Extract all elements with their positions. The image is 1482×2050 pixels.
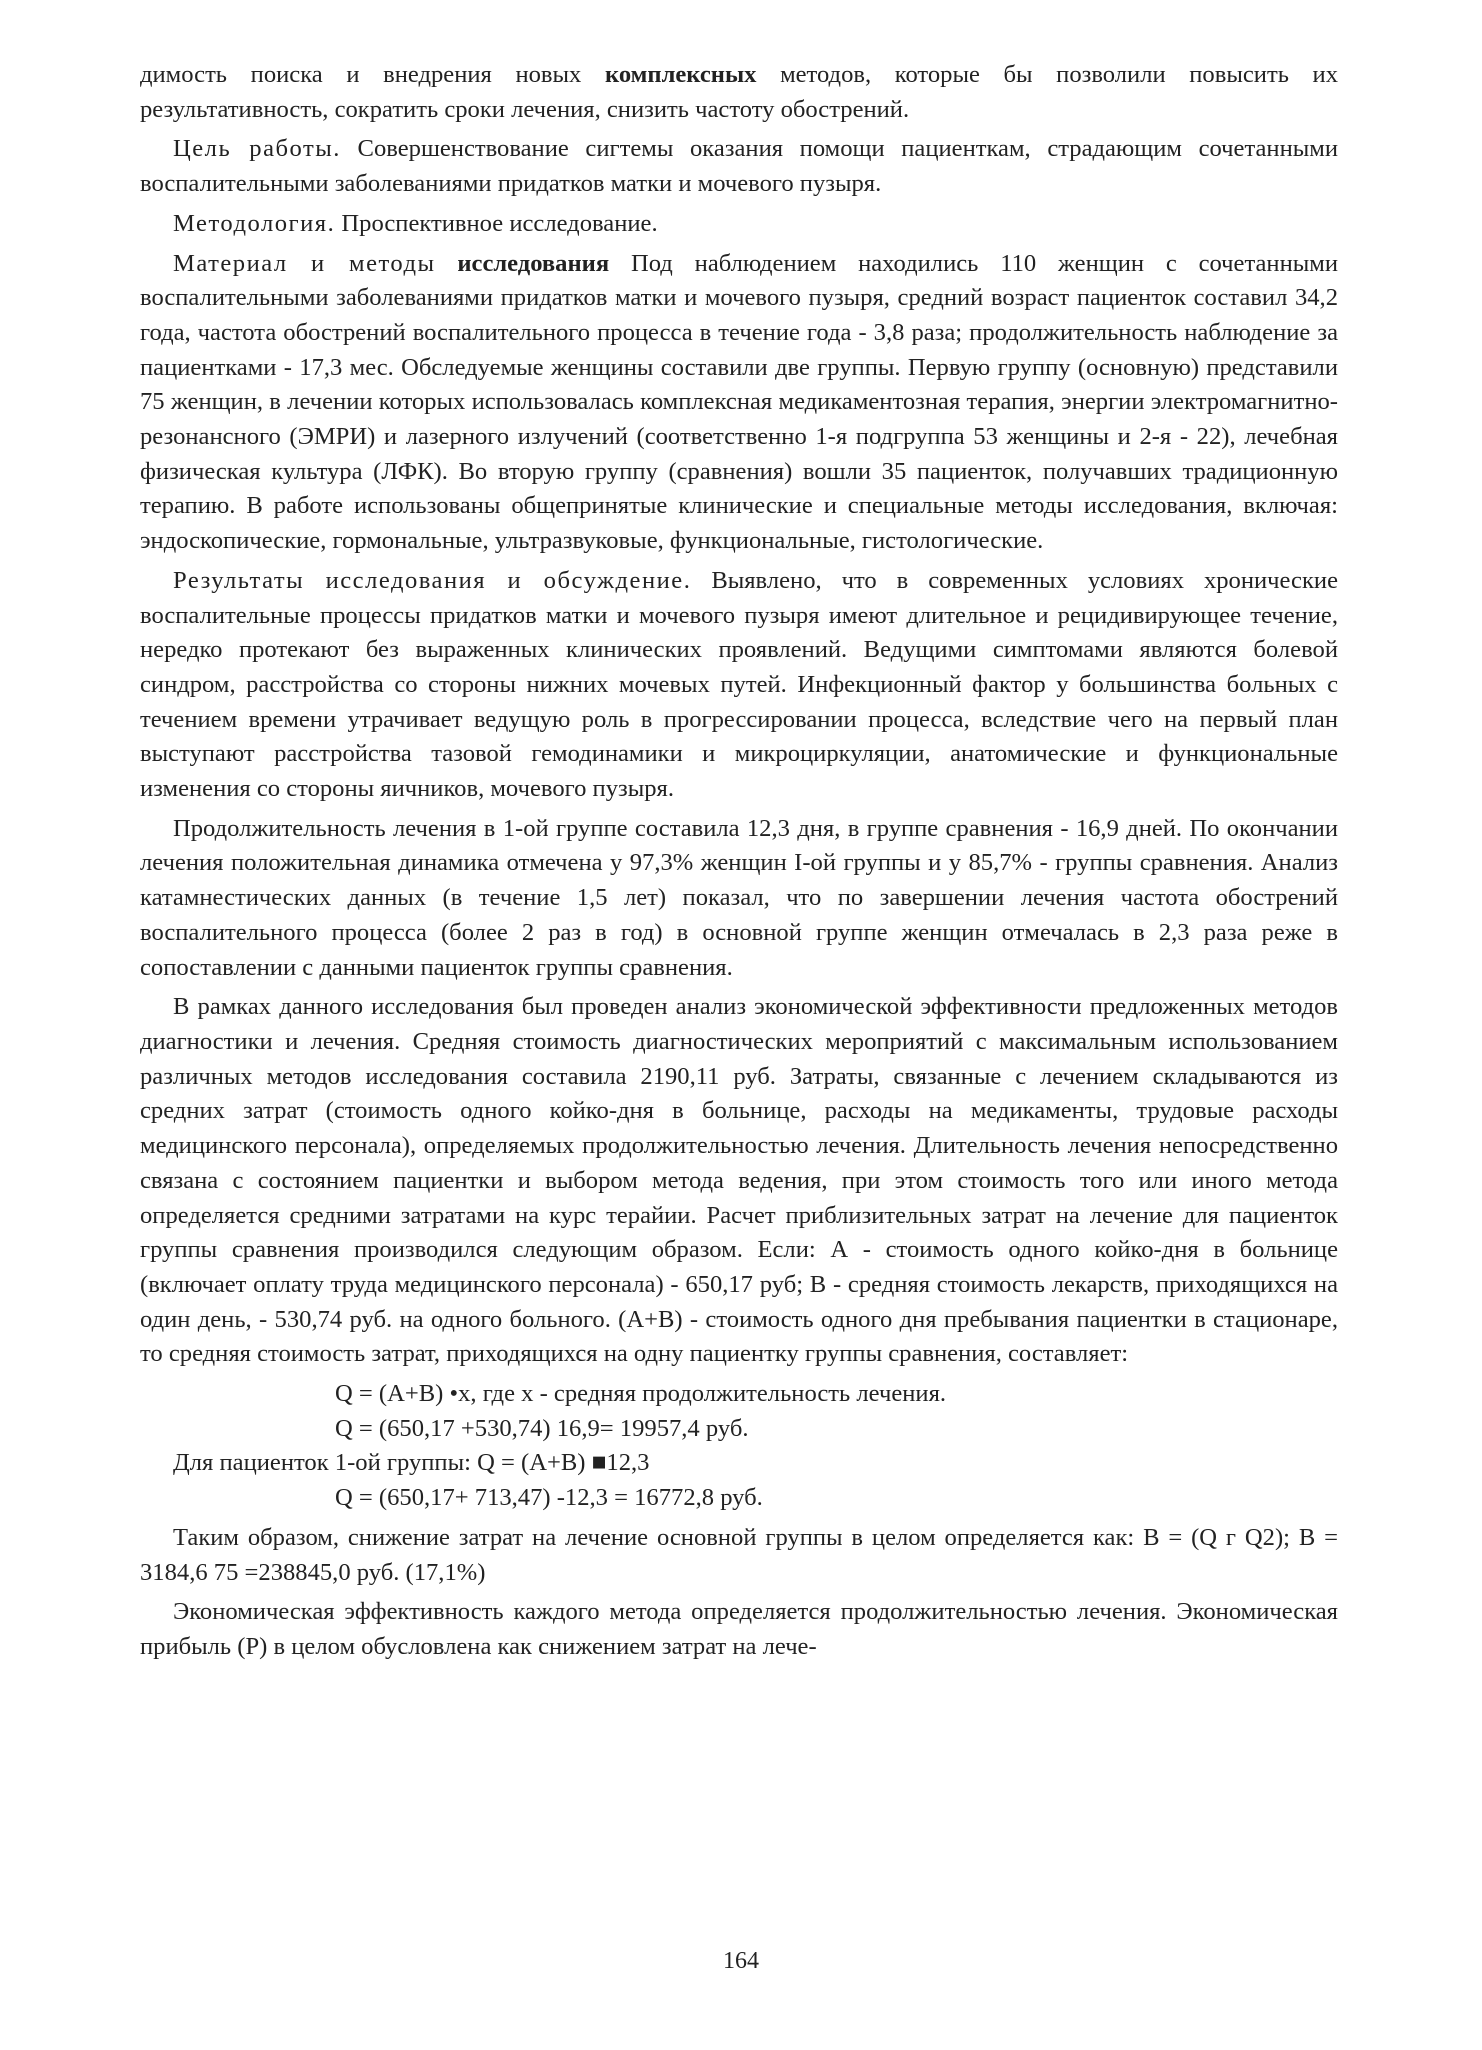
paragraph-goal: Цель работы. Совершенствование сигтемы оказания помощи пациенткам, страдающим сочетанными воспалительными заболеваниями придатков матки и мочевого пузыря. xyxy=(140,135,1338,198)
paragraph-results: Результаты исследования и обсуждение. Выявлено, что в современных условиях хронические воспалительные процессы придатков матки и мочевого пузыря имеют длительное и рецидивирующее течение, нередко протекают без выраженных клинических проявлений. Ведущими симптомами являются болевой синдром, расстройства со стороны нижних мочевых путей. Инфекционный фактор у большинства больных с течением времени утрачивает ведущую роль в прогрессировании процесса, вследствие чего на первый план выступают расстройства тазовой гемодинамики и микроциркуляции, анатомические и функциональные изменения со стороны яичников, мочевого пузыря. xyxy=(140,566,1338,803)
formula-4: Q = (650,17+ 713,47) -12,3 = 16772,8 руб. xyxy=(335,1484,763,1512)
page-number: 164 xyxy=(723,1948,759,1974)
paragraph-intro: димость поиска и внедрения новых комплексных методов, которые бы позволили повысить их результативность, сократить сроки лечения, снизить частоту обострений. xyxy=(140,61,1338,123)
paragraph-methodology: Методология. Проспективное исследование. xyxy=(173,209,658,237)
paragraph-materials: Материал и методы исследования Под наблюдением находились 110 женщин с сочетанными воспалительными заболеваниями придатков матки и мочевого пузыря, средний возраст пациенток составил 34,2 года, частота обострений воспалительного процесса в течение года - 3,8 раза; продолжительность наблюдение за пациентками - 17,3 мес. Обследуемые женщины составили две группы. Первую группу (основную) представили 75 женщин, в лечении которых использовалась комплексная медикаментозная терапия, энергии электромагнитно-резонансного (ЭМРИ) и лазерного излучений (соответственно 1-я подгруппа 53 женщины и 2-я - 22), лечебная физическая культура (ЛФК). Во вторую группу (сравнения) вошли 35 пациенток, получавших традиционную терапию. В работе использованы общепринятые клинические и специальные методы исследования, включая: эндоскопические, гормональные, ультразвуковые, функциональные, гистологические. xyxy=(140,249,1338,555)
paragraph-savings: Таким образом, снижение затрат на лечение основной группы в целом определяется как: В = (Q г Q2); В = 3184,6 75 =238845,0 руб. (17,1%) xyxy=(140,1523,1338,1586)
formula-3: Для пациенток 1-ой группы: Q = (А+В) ■12,3 xyxy=(173,1449,650,1477)
paragraph-economics: В рамках данного исследования был проведен анализ экономической эффективности предложенных методов диагностики и лечения. Средняя стоимость диагностических мероприятий с максимальным использованием различных методов исследования составила 2190,11 руб. Затраты, связанные с лечением складываются из средних затрат (стоимость одного койко-дня в больнице, расходы на медикаменты, трудовые расходы медицинского персонала), определяемых продолжительностью лечения. Длительность лечения непосредственно связана с состоянием пациентки и выбором метода ведения, при этом стоимость того или иного метода определяется средними затратами на курс терайии. Расчет приблизительных затрат на лечение для пациенток группы сравнения производился следующим образом. Если: А - стоимость одного койко-дня в больнице (включает оплату труда медицинского персонала) - 650,17 руб; В - средняя стоимость лекарств, приходящихся на один день, - 530,74 руб. на одного больного. (А+В) - стоимость одного дня пребывания пациентки в стационаре, то средняя стоимость затрат, приходящихся на одну пациентку группы сравнения, составляет: xyxy=(140,993,1338,1368)
paragraph-duration: Продолжительность лечения в 1-ой группе составила 12,3 дня, в группе сравнения - 16,9 дней. По окончании лечения положительная динамика отмечена у 97,3% женщин I-ой группы и у 85,7% - группы сравнения. Анализ катамнестических данных (в течение 1,5 лет) показал, что по завершении лечения частота обострений воспалительного процесса (более 2 раз в год) в основной группе женщин отмечалась в 2,3 раза реже в сопоставлении с данными пациенток группы сравнения. xyxy=(140,814,1338,981)
formula-2: Q = (650,17 +530,74) 16,9= 19957,4 руб. xyxy=(335,1414,749,1442)
paragraph-efficiency: Экономическая эффективность каждого метода определяется продолжительностью лечения. Экономическая прибыль (Р) в целом обусловлена как снижением затрат на лече- xyxy=(140,1598,1338,1660)
formula-1: Q = (А+В) •х, где х - средняя продолжительность лечения. xyxy=(335,1380,947,1408)
